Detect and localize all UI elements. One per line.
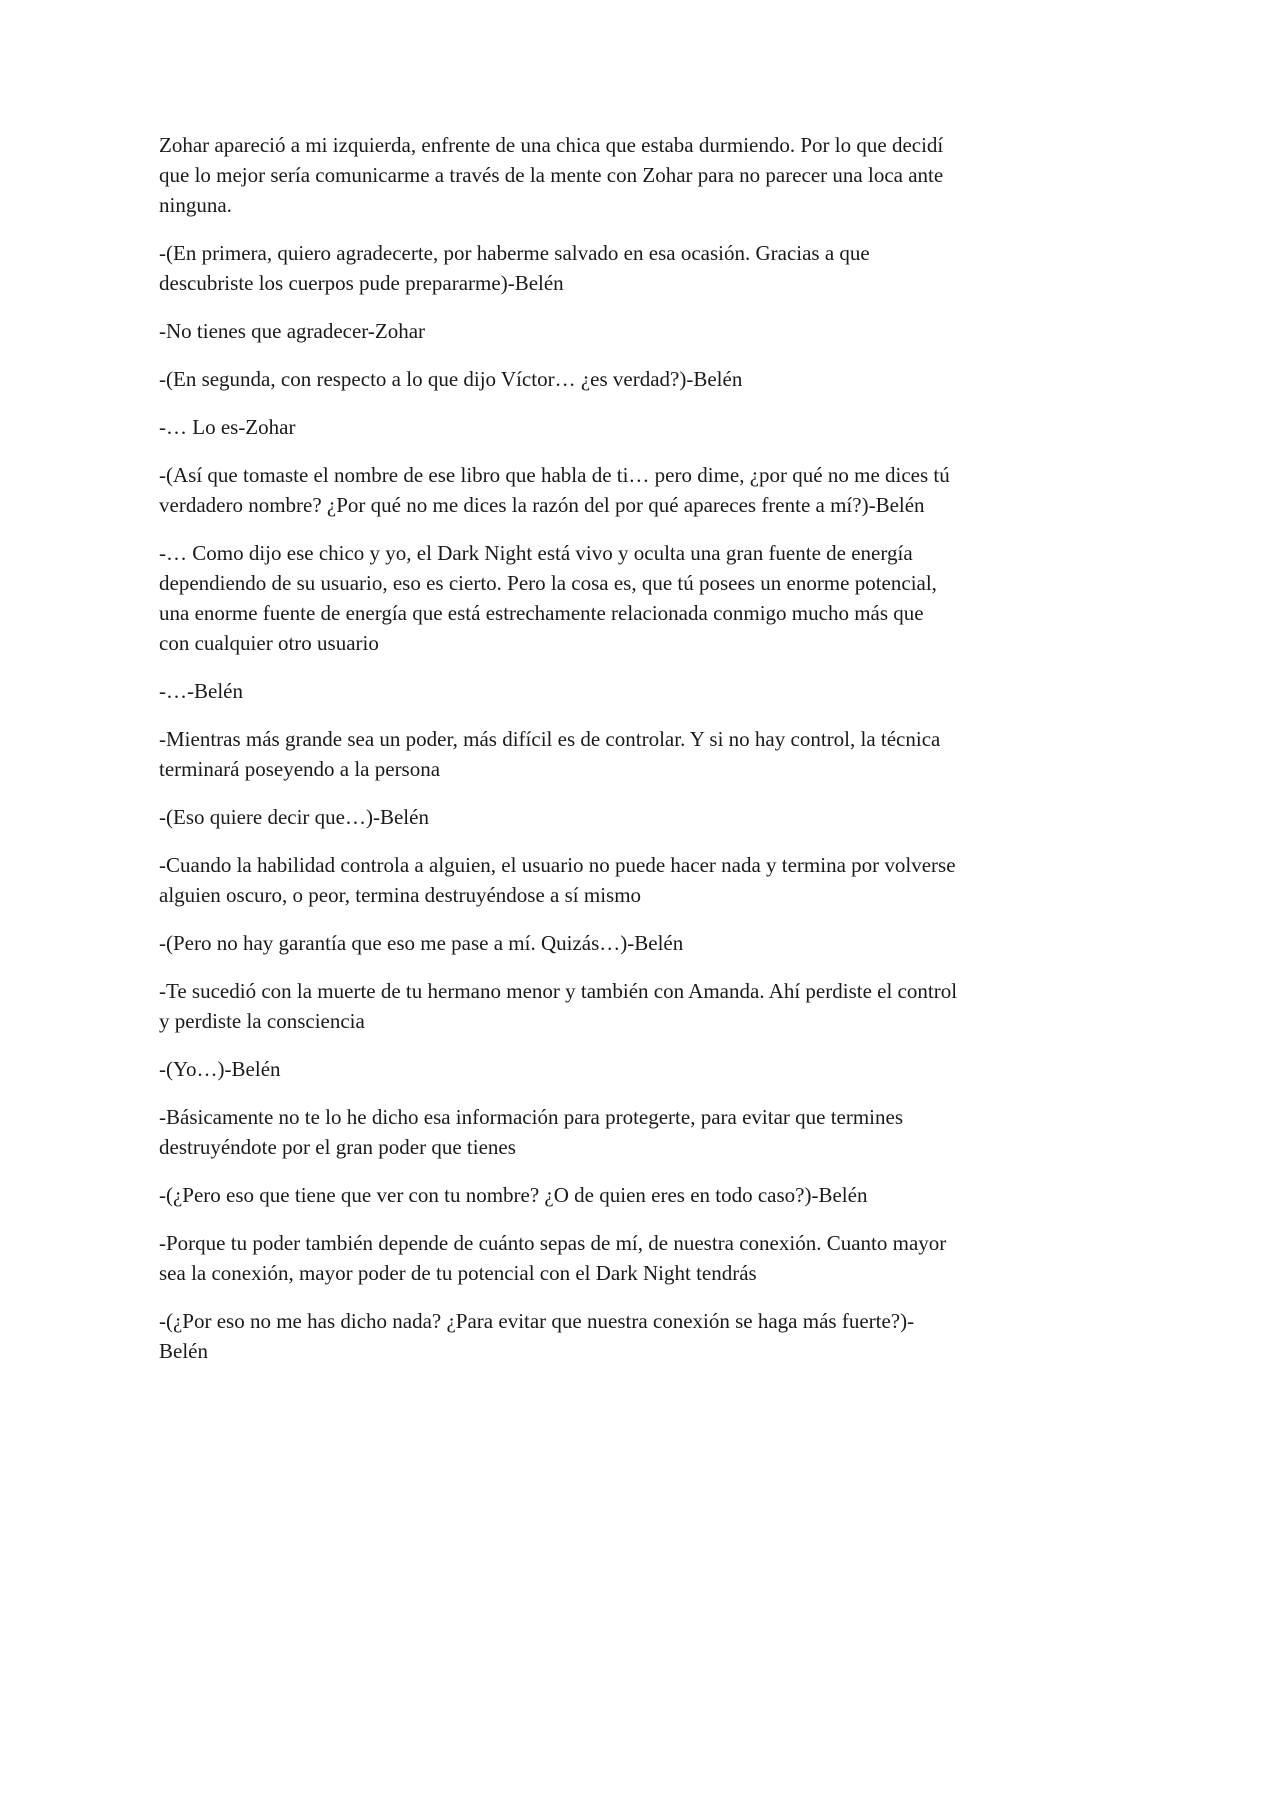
- paragraph: -Básicamente no te lo he dicho esa información para protegerte, para evitar que termines destruyéndote por el gran poder que tienes: [159, 1105, 904, 1159]
- paragraph: -… Lo es-Zohar: [159, 415, 296, 439]
- paragraph: -Cuando la habilidad controla a alguien, el usuario no puede hacer nada y termina por volverse alguien oscuro, o peor, termina destruyéndose a sí mismo: [159, 853, 956, 907]
- paragraph: -(Así que tomaste el nombre de ese libro que habla de ti… pero dime, ¿por qué no me dices tú verdadero nombre? ¿Por qué no me dices la razón del por qué apareces frente a mí?)-Belén: [159, 463, 950, 517]
- paragraph: -…-Belén: [159, 679, 243, 703]
- paragraph: -Te sucedió con la muerte de tu hermano menor y también con Amanda. Ahí perdiste el control y perdiste la consciencia: [159, 979, 958, 1033]
- paragraph: -(Pero no hay garantía que eso me pase a mí. Quizás…)-Belén: [159, 931, 684, 955]
- paragraph: Zohar apareció a mi izquierda, enfrente de una chica que estaba durmiendo. Por lo que decidí que lo mejor sería comunicarme a través de la mente con Zohar para no parecer una loca ante ninguna.: [159, 133, 944, 217]
- paragraph: -No tienes que agradecer-Zohar: [159, 319, 426, 343]
- paragraph: -(¿Por eso no me has dicho nada? ¿Para evitar que nuestra conexión se haga más fuerte?)-Belén: [159, 1309, 915, 1363]
- paragraph: -(En segunda, con respecto a lo que dijo Víctor… ¿es verdad?)-Belén: [159, 367, 743, 391]
- document-body: [159, 130, 959, 1384]
- paragraph: -Mientras más grande sea un poder, más difícil es de controlar. Y si no hay control, la técnica terminará poseyendo a la persona: [159, 727, 941, 781]
- paragraph: -(Yo…)-Belén: [159, 1057, 281, 1081]
- paragraph: -(En primera, quiero agradecerte, por haberme salvado en esa ocasión. Gracias a que descubriste los cuerpos pude prepararme)-Belén: [159, 241, 870, 295]
- paragraph: -(Eso quiere decir que…)-Belén: [159, 805, 429, 829]
- paragraph: -… Como dijo ese chico y yo, el Dark Night está vivo y oculta una gran fuente de energía dependiendo de su usuario, eso es cierto. Pero la cosa es, que tú posees un enorme potencial, una enorme fuente de energía que está estrechamente relacionada conmigo mucho más que con cualquier otro usuario: [159, 541, 937, 655]
- paragraph: -(¿Pero eso que tiene que ver con tu nombre? ¿O de quien eres en todo caso?)-Belén: [159, 1183, 868, 1207]
- paragraph: -Porque tu poder también depende de cuánto sepas de mí, de nuestra conexión. Cuanto mayor sea la conexión, mayor poder de tu potencial con el Dark Night tendrás: [159, 1231, 947, 1285]
